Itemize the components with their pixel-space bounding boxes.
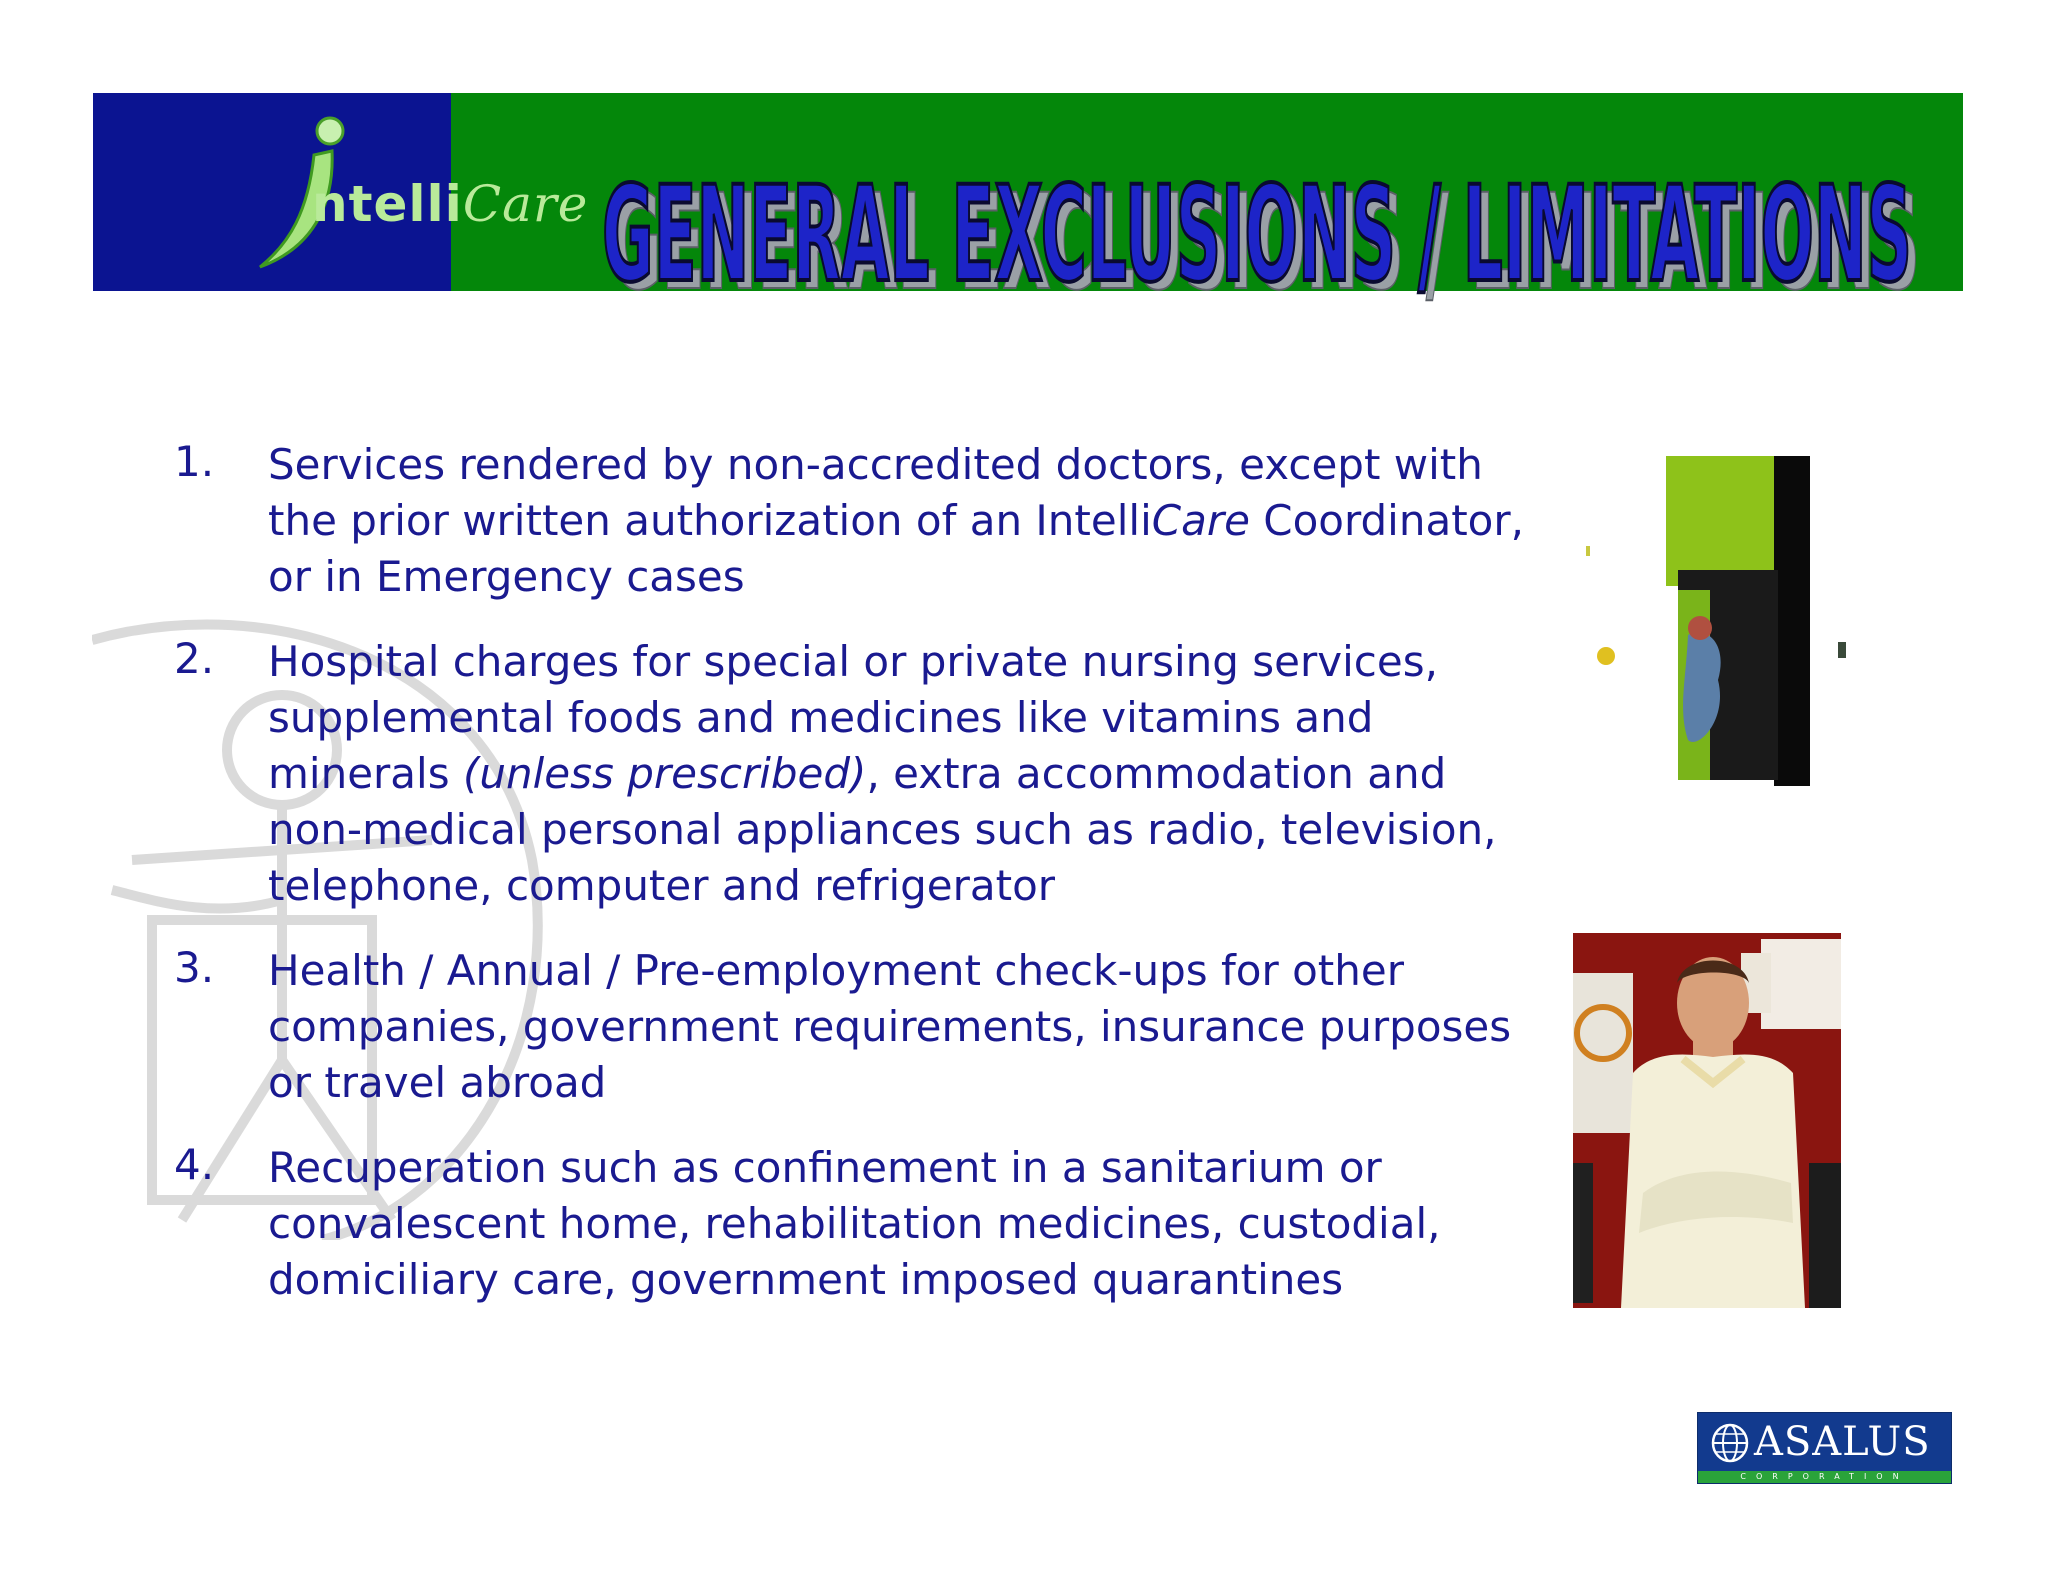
box-head-person-image	[1578, 450, 1858, 790]
list-item	[174, 1140, 1524, 1308]
list-item-number: 1.	[174, 437, 215, 486]
logo-care: Care	[462, 175, 589, 233]
page-title	[600, 148, 1925, 316]
list-item	[174, 634, 1524, 914]
item-text-italic: (unless prescribed)	[462, 749, 867, 798]
item-text-main: Recuperation such as confinement in a sanitarium or convalescent home, rehabilitation medicines, custodial, domiciliary care, government imposed quarantines	[268, 1143, 1441, 1304]
exclusions-list	[174, 437, 1524, 1337]
list-item-text	[268, 634, 1524, 914]
list-item	[174, 437, 1524, 605]
item-text-rest: Coordinator, or in Emergency cases	[268, 496, 1524, 601]
item-text-main: Hospital charges for special or private nursing services, supplemental foods and medicines like vitamins and minerals	[268, 637, 1438, 798]
list-item-text	[268, 943, 1524, 1111]
list-item-number: 3.	[174, 943, 215, 992]
asalus-subtitle: CORPORATION	[1740, 1472, 1909, 1481]
item-text-rest: , extra accommodation and non-medical personal appliances such as radio, television, telephone, computer and refrigerator	[268, 749, 1497, 910]
straitjacket-man-image	[1573, 933, 1841, 1308]
item-text-main: Services rendered by non-accredited doctors, except with the prior written authorization of an Intelli	[268, 440, 1483, 545]
title-text: GENERAL EXCLUSIONS / LIMITATIONS	[602, 158, 1912, 312]
title-shadow: GENERAL EXCLUSIONS / LIMITATIONS	[610, 166, 1920, 316]
item-text-italic: Care	[1151, 496, 1250, 545]
globe-icon	[1710, 1421, 1750, 1465]
list-item	[174, 943, 1524, 1111]
asalus-name: ASALUS	[1754, 1419, 1931, 1465]
intellicare-logo-text	[312, 175, 588, 233]
list-item-text	[268, 437, 1524, 605]
list-item-text	[268, 1140, 1524, 1308]
item-text-main: Health / Annual / Pre-employment check-ups for other companies, government requirements, insurance purposes or travel abroad	[268, 946, 1512, 1107]
list-item-number: 4.	[174, 1140, 215, 1189]
asalus-logo	[1697, 1412, 1952, 1484]
logo-brand: ntelli	[312, 175, 463, 233]
list-item-number: 2.	[174, 634, 215, 683]
